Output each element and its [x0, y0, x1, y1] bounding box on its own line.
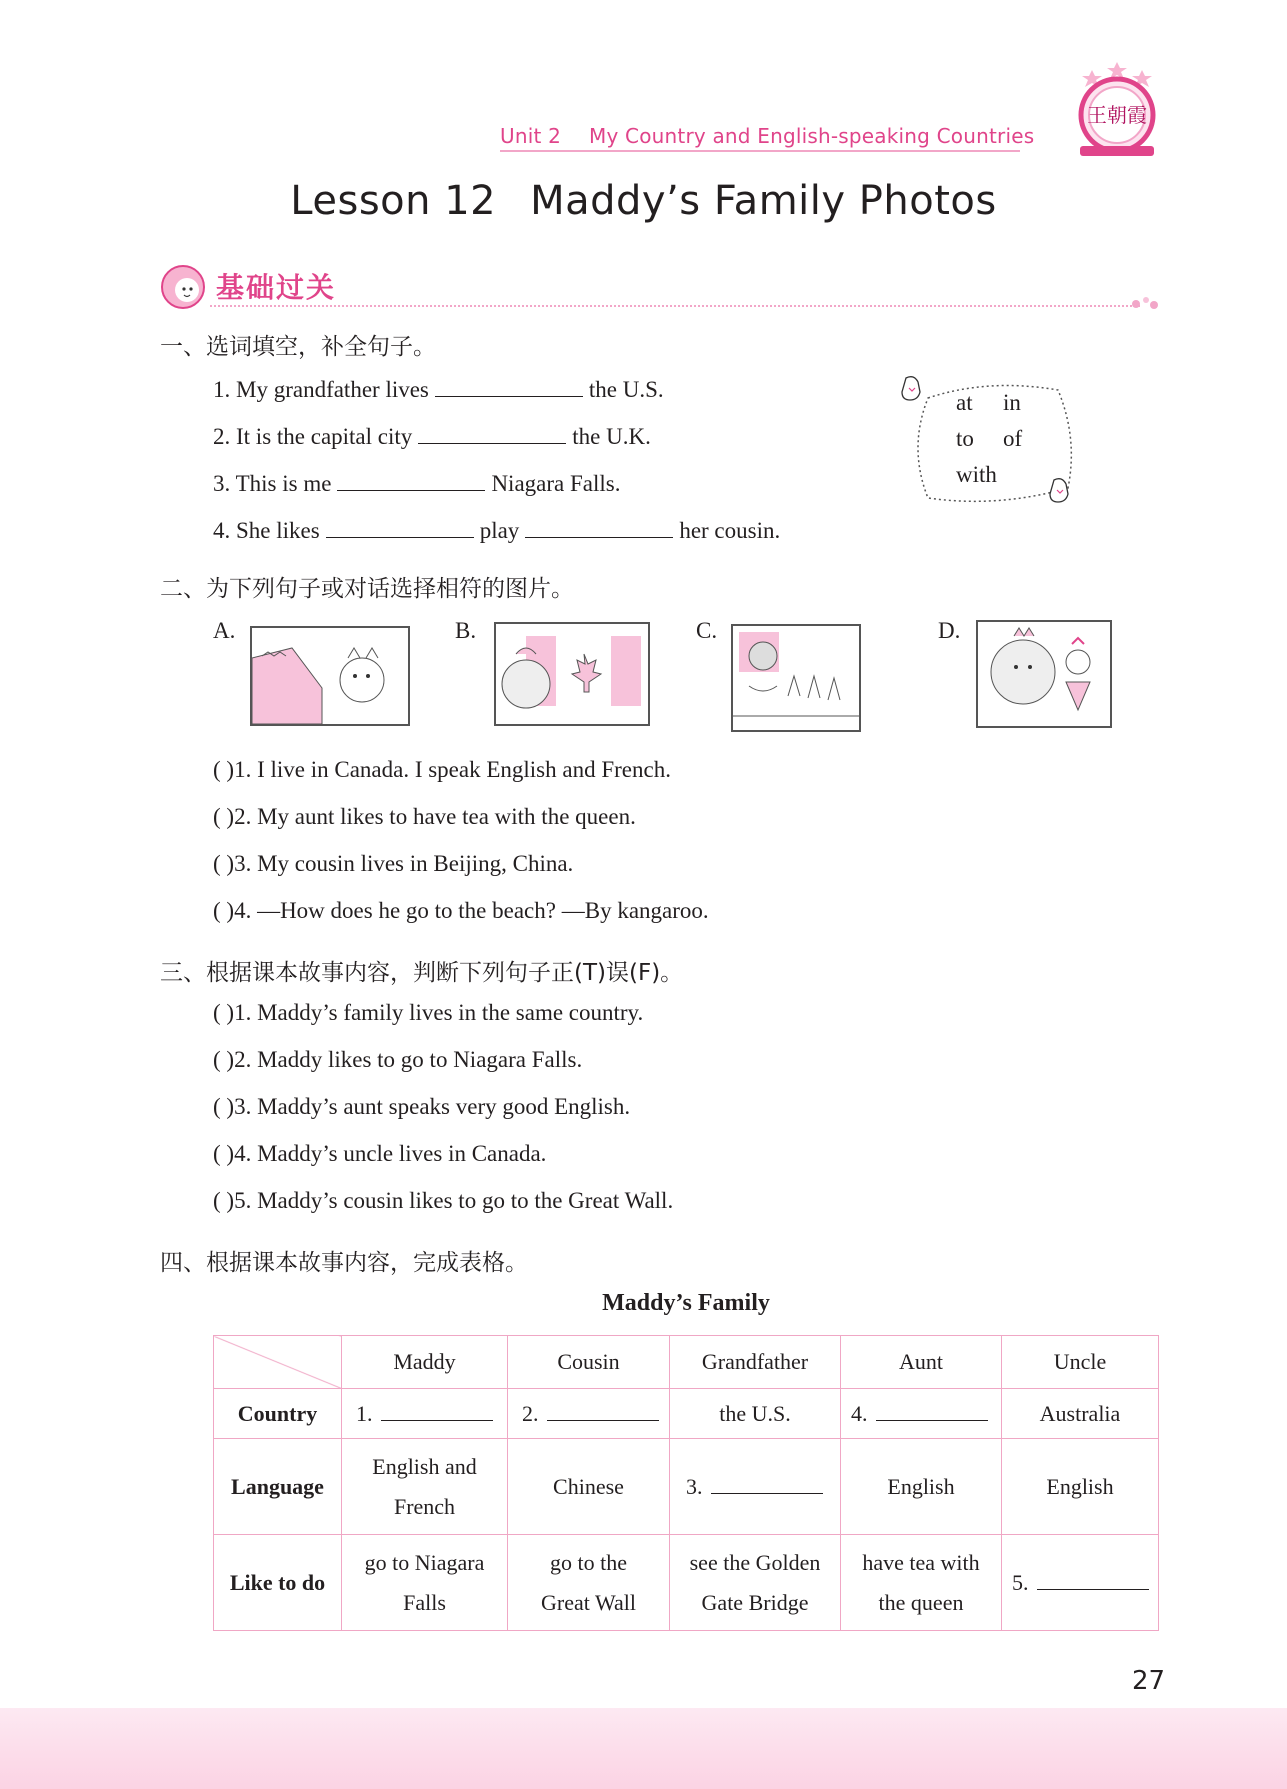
table-cell: Chinese: [508, 1439, 670, 1535]
queen-tea-illustration: [978, 622, 1110, 726]
answer-blank[interactable]: [381, 1398, 493, 1421]
part3-item-1[interactable]: ( )1. Maddy’s family lives in the same country.: [213, 1000, 644, 1025]
item-text: This is me: [235, 471, 332, 496]
picture-great-wall: [250, 626, 410, 726]
answer-blank[interactable]: [525, 515, 673, 538]
table-cell: the U.S.: [670, 1389, 841, 1439]
cell-number: 1.: [356, 1400, 373, 1426]
part4-heading: 四、根据课本故事内容，完成表格。: [160, 1250, 528, 1276]
table-cell: Australia: [1002, 1389, 1159, 1439]
lesson-title: [0, 178, 1287, 224]
item-text: the U.S.: [588, 377, 664, 402]
item-number: 3.: [213, 471, 231, 496]
part2-heading: 二、为下列句子或对话选择相符的图片。: [160, 576, 574, 602]
cell-number: 5.: [1012, 1569, 1029, 1595]
lesson-name: Maddy’s Family Photos: [530, 178, 997, 224]
unit-label: Unit 2: [500, 124, 561, 148]
word-with: with: [956, 462, 997, 487]
publisher-logo: [1072, 60, 1162, 160]
picture-canada-flag: [494, 622, 650, 726]
word-to: to: [956, 426, 974, 451]
item-text: her cousin.: [679, 518, 781, 543]
table-cell: have tea with the queen: [841, 1535, 1002, 1631]
word-box: [908, 378, 1078, 513]
part2-item-4[interactable]: ( )4. —How does he go to the beach? —By kangaroo.: [213, 898, 709, 923]
row-header: Like to do: [214, 1535, 342, 1631]
page-number: 27: [1132, 1666, 1166, 1696]
unit-title: My Country and English-speaking Countries: [589, 124, 1035, 148]
answer-blank[interactable]: [435, 374, 583, 397]
item-number: 4.: [213, 518, 231, 543]
table-cell[interactable]: [508, 1389, 670, 1439]
answer-blank[interactable]: [547, 1398, 659, 1421]
table-cell[interactable]: [670, 1439, 841, 1535]
picture-tea-with-queen: [976, 620, 1112, 728]
picture-kangaroo-sleigh: [731, 624, 861, 732]
section-banner: 基础过关: [216, 271, 337, 304]
mitten-icon: [1048, 476, 1074, 506]
part3-item-2[interactable]: ( )2. Maddy likes to go to Niagara Falls.: [213, 1047, 583, 1072]
answer-blank[interactable]: [337, 468, 485, 491]
answer-blank[interactable]: [326, 515, 474, 538]
corner-cell: [214, 1336, 342, 1389]
table-cell: see the Golden Gate Bridge: [670, 1535, 841, 1631]
word-of: of: [1003, 426, 1023, 451]
table-cell: go to Niagara Falls: [342, 1535, 508, 1631]
part3-item-5[interactable]: ( )5. Maddy’s cousin likes to go to the Great Wall.: [213, 1188, 674, 1213]
item-text: It is the capital city: [236, 424, 413, 449]
mitten-icon: [900, 374, 926, 404]
part1-item-2: [213, 421, 651, 450]
table-cell: go to the Great Wall: [508, 1535, 670, 1631]
column-header: Grandfather: [670, 1336, 841, 1389]
word-at: at: [956, 390, 973, 415]
unit-header: [500, 124, 1034, 148]
table-header-row: [214, 1336, 1159, 1389]
part2-item-2[interactable]: ( )2. My aunt likes to have tea with the queen.: [213, 804, 636, 829]
answer-blank[interactable]: [876, 1398, 988, 1421]
part3-item-4[interactable]: ( )4. Maddy’s uncle lives in Canada.: [213, 1141, 547, 1166]
part1-item-4: [213, 515, 780, 544]
part1-item-3: [213, 468, 620, 497]
part3-item-3[interactable]: ( )3. Maddy’s aunt speaks very good English.: [213, 1094, 631, 1119]
item-text: the U.K.: [572, 424, 651, 449]
lesson-number: Lesson 12: [290, 178, 497, 224]
table-cell[interactable]: [342, 1389, 508, 1439]
column-header: Uncle: [1002, 1336, 1159, 1389]
item-text: She likes: [236, 518, 320, 543]
table-row: [214, 1535, 1159, 1631]
item-text: Niagara Falls.: [491, 471, 621, 496]
table-cell[interactable]: [841, 1389, 1002, 1439]
column-header: Maddy: [342, 1336, 508, 1389]
answer-blank[interactable]: [711, 1471, 823, 1494]
table-row: [214, 1389, 1159, 1439]
word-in: in: [1003, 390, 1021, 415]
table-cell: English and French: [342, 1439, 508, 1535]
cell-number: 2.: [522, 1400, 539, 1426]
table-cell: English: [841, 1439, 1002, 1535]
cell-number: 4.: [851, 1400, 868, 1426]
footer-band: [0, 1708, 1287, 1789]
table-cell: English: [1002, 1439, 1159, 1535]
table-title: Maddy’s Family: [602, 1290, 770, 1316]
item-text: play: [479, 518, 520, 543]
cell-number: 3.: [686, 1473, 703, 1499]
family-table: [213, 1335, 1159, 1631]
header-rule: [500, 150, 1020, 152]
picture-label-c: C.: [696, 618, 718, 643]
logo-text: 王朝霞: [1087, 103, 1147, 127]
row-header: Language: [214, 1439, 342, 1535]
item-number: 2.: [213, 424, 231, 449]
banner-rule: [210, 305, 1140, 307]
part2-item-3[interactable]: ( )3. My cousin lives in Beijing, China.: [213, 851, 574, 876]
table-cell[interactable]: [1002, 1535, 1159, 1631]
answer-blank[interactable]: [418, 421, 566, 444]
great-wall-illustration: [252, 628, 408, 724]
part1-item-1: [213, 374, 664, 403]
canada-flag-illustration: [496, 624, 648, 724]
item-text: My grandfather lives: [236, 377, 429, 402]
item-number: 1.: [213, 377, 231, 402]
part1-heading: 一、选词填空，补全句子。: [160, 334, 436, 360]
table-row: [214, 1439, 1159, 1535]
picture-label-d: D.: [938, 618, 961, 643]
picture-label-b: B.: [455, 618, 477, 643]
girl-face-icon: [160, 264, 206, 310]
picture-label-a: A.: [213, 618, 236, 643]
part2-item-1[interactable]: ( )1. I live in Canada. I speak English and French.: [213, 757, 671, 782]
column-header: Cousin: [508, 1336, 670, 1389]
decorative-dots-icon: [1130, 292, 1160, 312]
part3-heading: 三、根据课本故事内容，判断下列句子正(T)误(F)。: [160, 960, 684, 986]
column-header: Aunt: [841, 1336, 1002, 1389]
answer-blank[interactable]: [1037, 1567, 1149, 1590]
kangaroo-illustration: [733, 626, 859, 730]
row-header: Country: [214, 1389, 342, 1439]
